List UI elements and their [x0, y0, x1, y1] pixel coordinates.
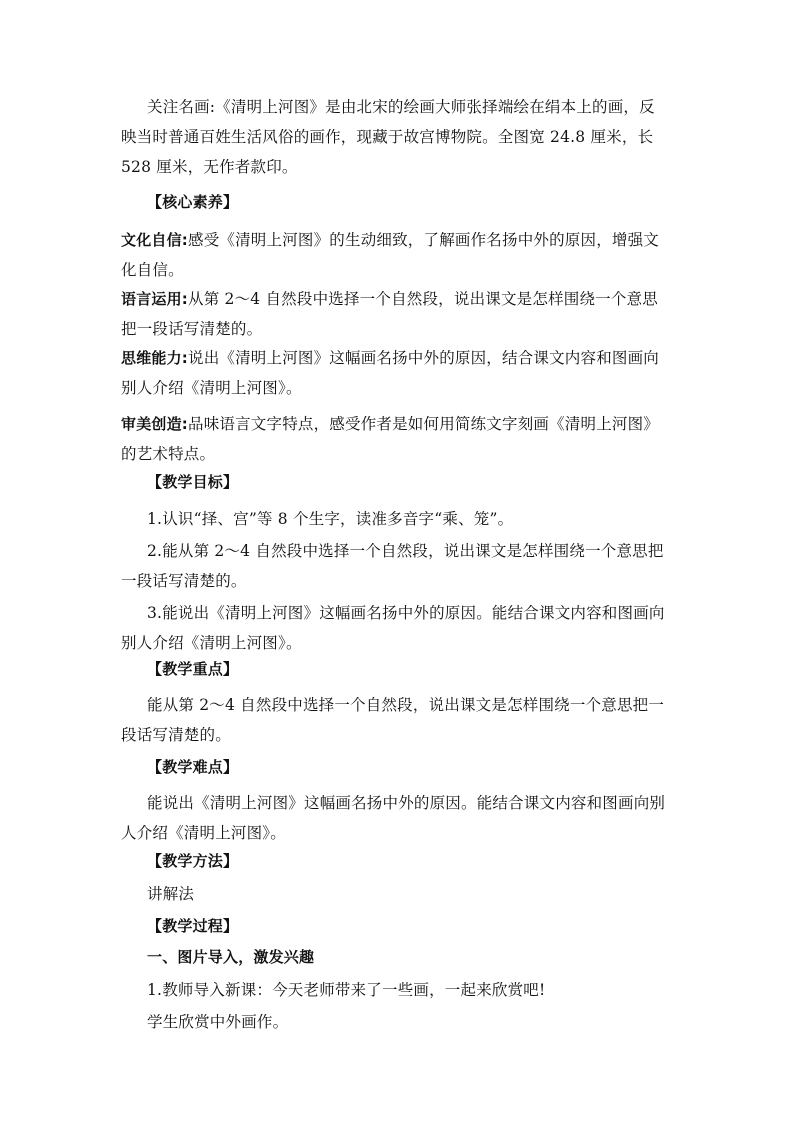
core-text-cont: 别人介绍《清明上河图》。 [121, 379, 302, 397]
core-text-cont: 化自信。 [121, 261, 184, 279]
process-heading: 【教学过程】 [147, 917, 239, 935]
difficulty-paragraph [121, 788, 681, 848]
intro-line-2: 映当时普通百姓生活风俗的画作，现藏于故宫博物院。全图宽 24.8 厘米，长 [121, 128, 654, 146]
method-heading: 【教学方法】 [147, 852, 239, 870]
goal-1: 1.认识“择、宫”等 8 个生字，读准多音字“乘、笼”。 [147, 510, 514, 528]
core-term: 文化自信: [121, 231, 188, 249]
core-text: 感受《清明上河图》的生动细致，了解画作名扬中外的原因，增强文 [188, 231, 660, 249]
core-text-cont: 把一段话写清楚的。 [121, 320, 263, 338]
focus-line-1: 能从第 2～4 自然段中选择一个自然段，说出课文是怎样围绕一个意思把一 [147, 696, 665, 714]
core-heading: 【核心素养】 [147, 193, 239, 211]
goals-heading: 【教学目标】 [147, 473, 239, 491]
core-item-culture [121, 225, 681, 285]
difficulty-line-2: 人介绍《清明上河图》。 [121, 824, 286, 842]
goals-list [121, 504, 681, 658]
core-text: 说出《清明上河图》这幅画名扬中外的原因，结合课文内容和图画向 [188, 349, 660, 367]
core-item-aesthetic [121, 409, 681, 469]
core-text-cont: 的艺术特点。 [121, 445, 216, 463]
focus-line-2: 段话写清楚的。 [121, 726, 231, 744]
method-text: 讲解法 [147, 885, 195, 903]
process-step-1-note: 学生欣赏中外画作。 [147, 1013, 289, 1031]
focus-heading: 【教学重点】 [147, 660, 239, 678]
process-step-1: 1.教师导入新课：今天老师带来了一些画，一起来欣赏吧! [147, 981, 546, 999]
intro-line-1: 关注名画:《清明上河图》是由北宋的绘画大师张择端绘在绢本上的画，反 [147, 98, 655, 116]
difficulty-heading: 【教学难点】 [147, 758, 239, 776]
process-section-1-title: 一、图片导入，激发兴趣 [147, 948, 315, 966]
intro-line-3: 528 厘米，无作者款印。 [121, 158, 298, 176]
goal-2-line-1: 2.能从第 2～4 自然段中选择一个自然段，说出课文是怎样围绕一个意思把 [147, 542, 664, 560]
intro-paragraph [121, 92, 681, 182]
difficulty-line-1: 能说出《清明上河图》这幅画名扬中外的原因。能结合课文内容和图画向别 [147, 794, 666, 812]
goal-3-line-1: 3.能说出《清明上河图》这幅画名扬中外的原因。能结合课文内容和图画向 [147, 604, 665, 622]
core-term: 语言运用: [121, 290, 188, 308]
focus-paragraph [121, 690, 681, 750]
goal-3-line-2: 别人介绍《清明上河图》。 [121, 634, 302, 652]
goal-2-line-2: 一段话写清楚的。 [121, 572, 247, 590]
core-term: 思维能力: [121, 349, 188, 367]
core-item-thinking [121, 343, 681, 403]
core-text: 品味语言文字特点，感受作者是如何用简练文字刻画《清明上河图》 [188, 415, 660, 433]
core-text: 从第 2～4 自然段中选择一个自然段，说出课文是怎样围绕一个意思 [188, 290, 658, 308]
core-item-language [121, 284, 681, 344]
core-term: 审美创造: [121, 415, 188, 433]
